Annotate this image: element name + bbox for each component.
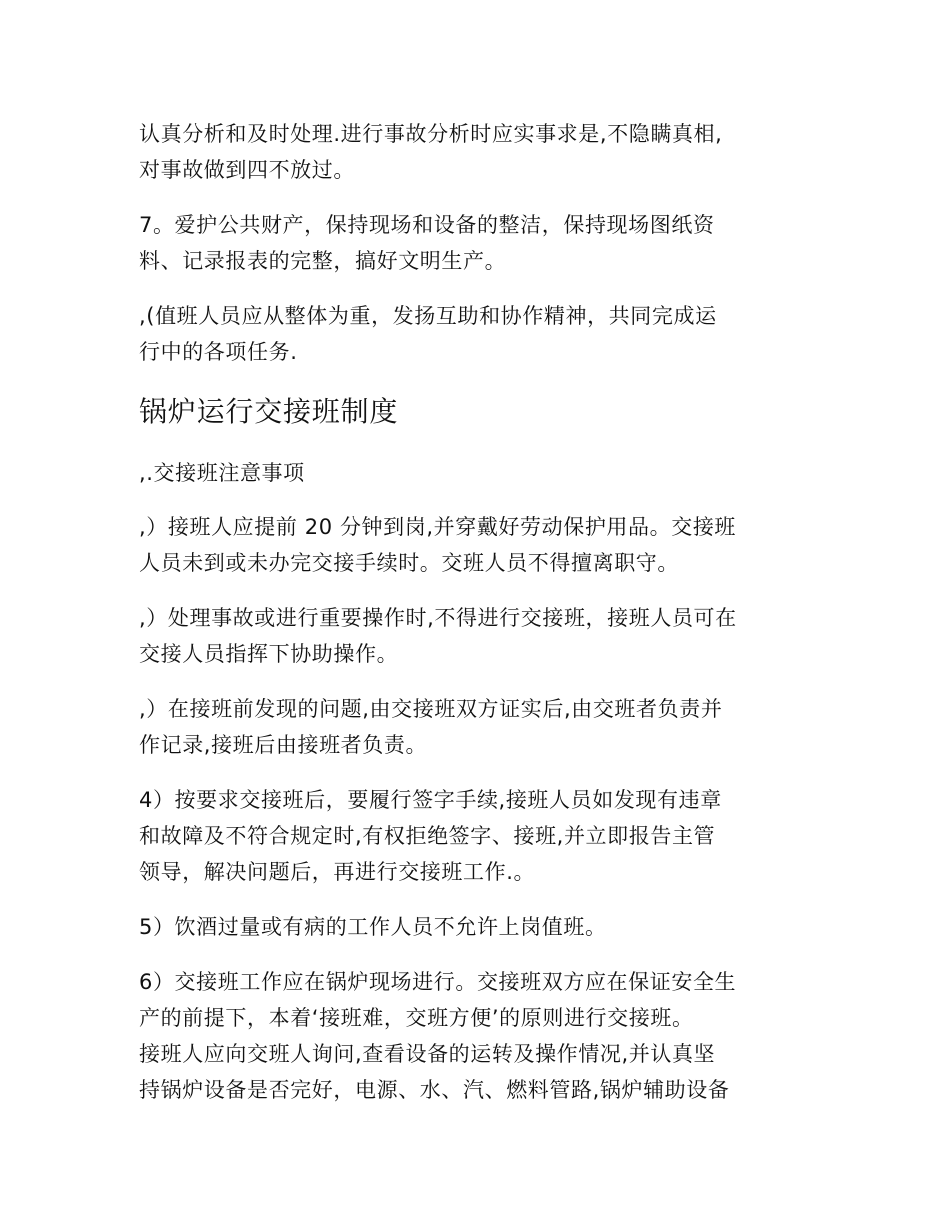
paragraph-accident-analysis [139, 116, 819, 188]
list-item [139, 964, 819, 1108]
text-line: 5）饮酒过量或有病的工作人员不允许上岗值班。 [139, 915, 607, 939]
paragraph-teamwork [139, 298, 819, 370]
list-item [139, 509, 819, 581]
text-line: 交接人员指挥下协助操作。 [139, 642, 399, 666]
text-line: 6）交接班工作应在锅炉现场进行。交接班双方应在保证安全生 [139, 970, 737, 994]
text-line: ,）在接班前发现的问题,由交接班双方证实后,由交班者负责并 [139, 697, 723, 721]
section-subtitle: ,.交接班注意事项 [139, 461, 305, 485]
text-line: 领导，解决问题后，再进行交接班工作.。 [139, 860, 536, 884]
text-line: 7。爱护公共财产，保持现场和设备的整洁，保持现场图纸资 [139, 213, 715, 237]
list-item [139, 909, 819, 945]
text-line: ,(值班人员应从整体为重，发扬互助和协作精神，共同完成运 [139, 304, 717, 328]
text-line: 对事故做到四不放过。 [139, 158, 355, 182]
text-line: ,）处理事故或进行重要操作时,不得进行交接班，接班人员可在 [139, 606, 737, 630]
list-item [139, 600, 819, 672]
text-line: 产的前提下，本着‘接班难，交班方便’的原则进行交接班。 [139, 1006, 694, 1030]
text-line: 和故障及不符合规定时,有权拒绝签字、接班,并立即报告主管 [139, 824, 716, 848]
text-line: 人员未到或未办完交接手续时。交班人员不得擅离职守。 [139, 551, 679, 575]
text-line: 接班人应向交班人询问,查看设备的运转及操作情况,并认真坚 [139, 1042, 716, 1066]
text-line: 料、记录报表的完整，搞好文明生产。 [139, 249, 507, 273]
text-line: 持锅炉设备是否完好，电源、水、汽、燃料管路,锅炉辅助设备 [139, 1078, 730, 1102]
text-line: ,）接班人应提前 20 分钟到岗,并穿戴好劳动保护用品。交接班 [139, 515, 737, 539]
text-line: 行中的各项任务. [139, 340, 298, 364]
section-title: 锅炉运行交接班制度 [139, 395, 399, 428]
text-line: 认真分析和及时处理.进行事故分析时应实事求是,不隐瞒真相, [139, 122, 723, 146]
text-line: 4）按要求交接班后，要履行签字手续,接班人员如发现有违章 [139, 788, 722, 812]
paragraph-public-property [139, 207, 819, 279]
text-line: 作记录,接班后由接班者负责。 [139, 733, 428, 757]
list-item [139, 691, 819, 763]
list-item [139, 782, 819, 890]
